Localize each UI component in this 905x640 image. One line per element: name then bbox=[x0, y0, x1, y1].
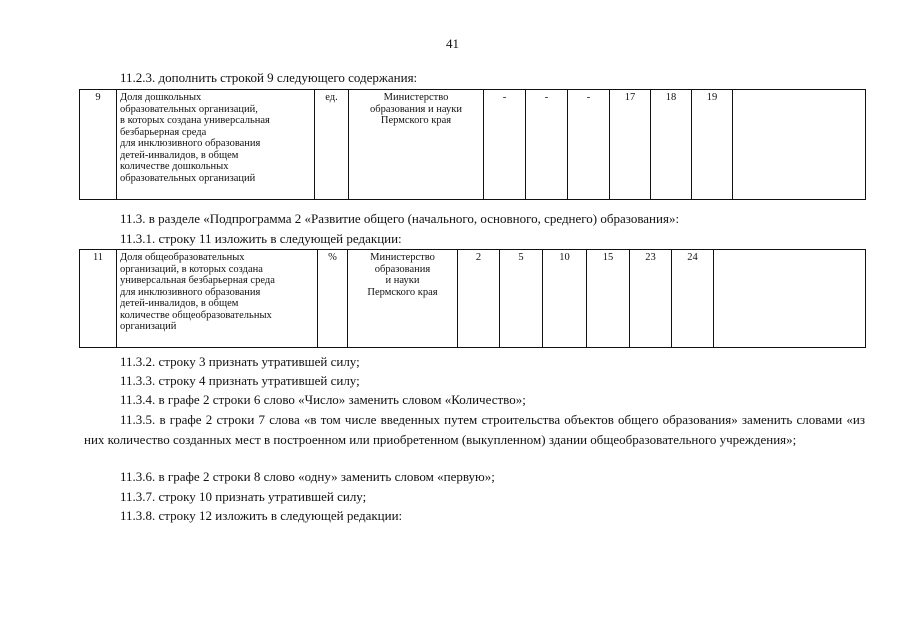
paragraph-11-3: 11.3. в разделе «Подпрограмма 2 «Развитие общего (начального, основного, среднего) образования»: bbox=[120, 211, 680, 226]
value-cell: 23 bbox=[630, 250, 672, 348]
ministry-cell: Министерство образования и науки Пермского края bbox=[348, 250, 458, 348]
value-cell: - bbox=[568, 90, 610, 200]
paragraph-11-3-7: 11.3.7. строку 10 признать утратившей силу; bbox=[120, 489, 367, 504]
row-number: 11 bbox=[80, 250, 117, 348]
ministry-cell: Министерство образования и науки Пермского края bbox=[349, 90, 484, 200]
paragraph-11-3-8: 11.3.8. строку 12 изложить в следующей редакции: bbox=[120, 508, 403, 523]
value-cell: 2 bbox=[458, 250, 500, 348]
row-number: 9 bbox=[80, 90, 117, 200]
paragraph-11-3-2: 11.3.2. строку 3 признать утратившей силу; bbox=[120, 354, 360, 369]
paragraph-11-3-4: 11.3.4. в графе 2 строки 6 слово «Число» заменить словом «Количество»; bbox=[120, 392, 526, 407]
value-cell: 17 bbox=[610, 90, 651, 200]
paragraph-11-2-3: 11.2.3. дополнить строкой 9 следующего содержания: bbox=[120, 70, 418, 85]
value-cell: - bbox=[484, 90, 526, 200]
page-number: 41 bbox=[446, 36, 459, 51]
value-cell: 10 bbox=[543, 250, 587, 348]
value-cell: 15 bbox=[587, 250, 630, 348]
value-cell: - bbox=[526, 90, 568, 200]
unit-cell: % bbox=[318, 250, 348, 348]
indicator-table-row-9 bbox=[79, 89, 866, 200]
unit-cell: ед. bbox=[315, 90, 349, 200]
value-cell: 19 bbox=[692, 90, 733, 200]
paragraph-11-3-3: 11.3.3. строку 4 признать утратившей силу; bbox=[120, 373, 360, 388]
indicator-table-row-11 bbox=[79, 249, 866, 348]
value-cell: 5 bbox=[500, 250, 543, 348]
value-cell: 24 bbox=[672, 250, 714, 348]
empty-cell bbox=[714, 250, 866, 348]
paragraph-11-3-1: 11.3.1. строку 11 изложить в следующей редакции: bbox=[120, 231, 402, 246]
value-cell: 18 bbox=[651, 90, 692, 200]
empty-cell bbox=[733, 90, 866, 200]
indicator-name: Доля дошкольных образовательных организаций, в которых создана универсальная безбарьерная среда для инклюзивного образования детей-инвалидов, в общем количестве дошкольных образовательных организаций bbox=[117, 90, 315, 200]
indicator-name: Доля общеобразовательных организаций, в которых создана универсальная безбарьерная среда для инклюзивного образования детей-инвалидов, в общем количестве общеобразовательных организаций bbox=[117, 250, 318, 348]
paragraph-11-3-5: 11.3.5. в графе 2 строки 7 слова «в том числе введенных путем строительства объектов общего образования» заменить словами «из них количество созданных мест в построенном или приобретенном (выкупленном) здании общеобразовательного учреждения»; bbox=[84, 412, 865, 447]
paragraph-11-3-6: 11.3.6. в графе 2 строки 8 слово «одну» заменить словом «первую»; bbox=[120, 469, 495, 484]
